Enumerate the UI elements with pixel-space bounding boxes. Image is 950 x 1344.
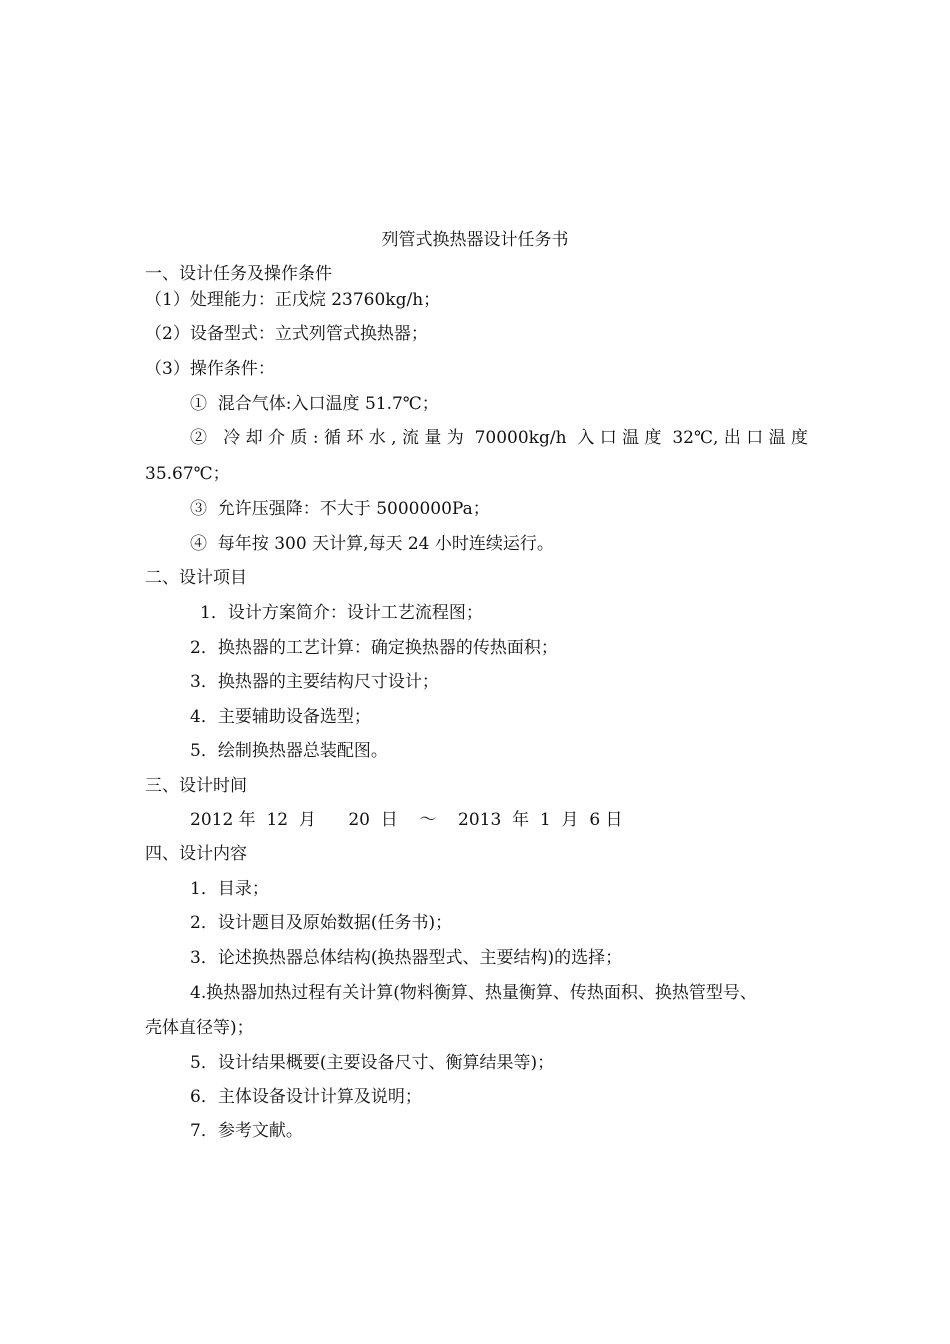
content-item: 5．设计结果概要(主要设备尺寸、衡算结果等)； — [190, 1053, 555, 1073]
condition-coolant-continued: 35.67℃； — [145, 464, 230, 484]
section-heading-project: 二、设计项目 — [145, 568, 247, 588]
document-title: 列管式换热器设计任务书 — [381, 230, 569, 250]
project-item: 4．主要辅助设备选型； — [190, 707, 371, 727]
section-heading-time: 三、设计时间 — [145, 776, 247, 796]
content-item: 4.换热器加热过程有关计算(物料衡算、热量衡算、传热面积、换热管型号、 — [190, 983, 757, 1003]
operating-conditions-line: （3）操作条件： — [145, 359, 275, 379]
design-date-range: 2012 年 12 月 20 日 ～ 2013 年 1 月 6 日 — [190, 810, 623, 830]
content-item-continued: 壳体直径等)； — [145, 1018, 254, 1038]
content-item: 3．论述换热器总体结构(换热器型式、主要结构)的选择； — [190, 948, 623, 968]
project-item: 1．设计方案简介：设计工艺流程图； — [200, 603, 483, 623]
project-item: 3．换热器的主要结构尺寸设计； — [190, 672, 439, 692]
section-heading-content: 四、设计内容 — [145, 844, 247, 864]
condition-operation-time: ④ 每年按 300 天计算,每天 24 小时连续运行。 — [190, 534, 554, 554]
content-item: 2．设计题目及原始数据(任务书)； — [190, 913, 453, 933]
content-item: 7．参考文献。 — [190, 1121, 303, 1141]
condition-coolant: ② 冷 却 介 质 : 循 环 水 , 流 量 为 70000kg/h 入 口 温 度 32℃, 出 口 温 度 — [190, 428, 809, 448]
condition-gas-inlet: ① 混合气体:入口温度 51.7℃； — [190, 394, 439, 414]
project-item: 2．换热器的工艺计算：确定换热器的传热面积； — [190, 638, 558, 658]
content-item: 1．目录； — [190, 879, 269, 899]
section-heading-task: 一、设计任务及操作条件 — [145, 264, 332, 284]
content-item: 6．主体设备设计计算及说明； — [190, 1087, 422, 1107]
equipment-type-line: （2）设备型式：立式列管式换热器； — [145, 324, 428, 344]
capacity-line: （1）处理能力：正戊烷 23760kg/h； — [145, 290, 441, 310]
condition-pressure-drop: ③ 允许压强降：不大于 5000000Pa； — [190, 499, 490, 519]
project-item: 5．绘制换热器总装配图。 — [190, 741, 388, 761]
